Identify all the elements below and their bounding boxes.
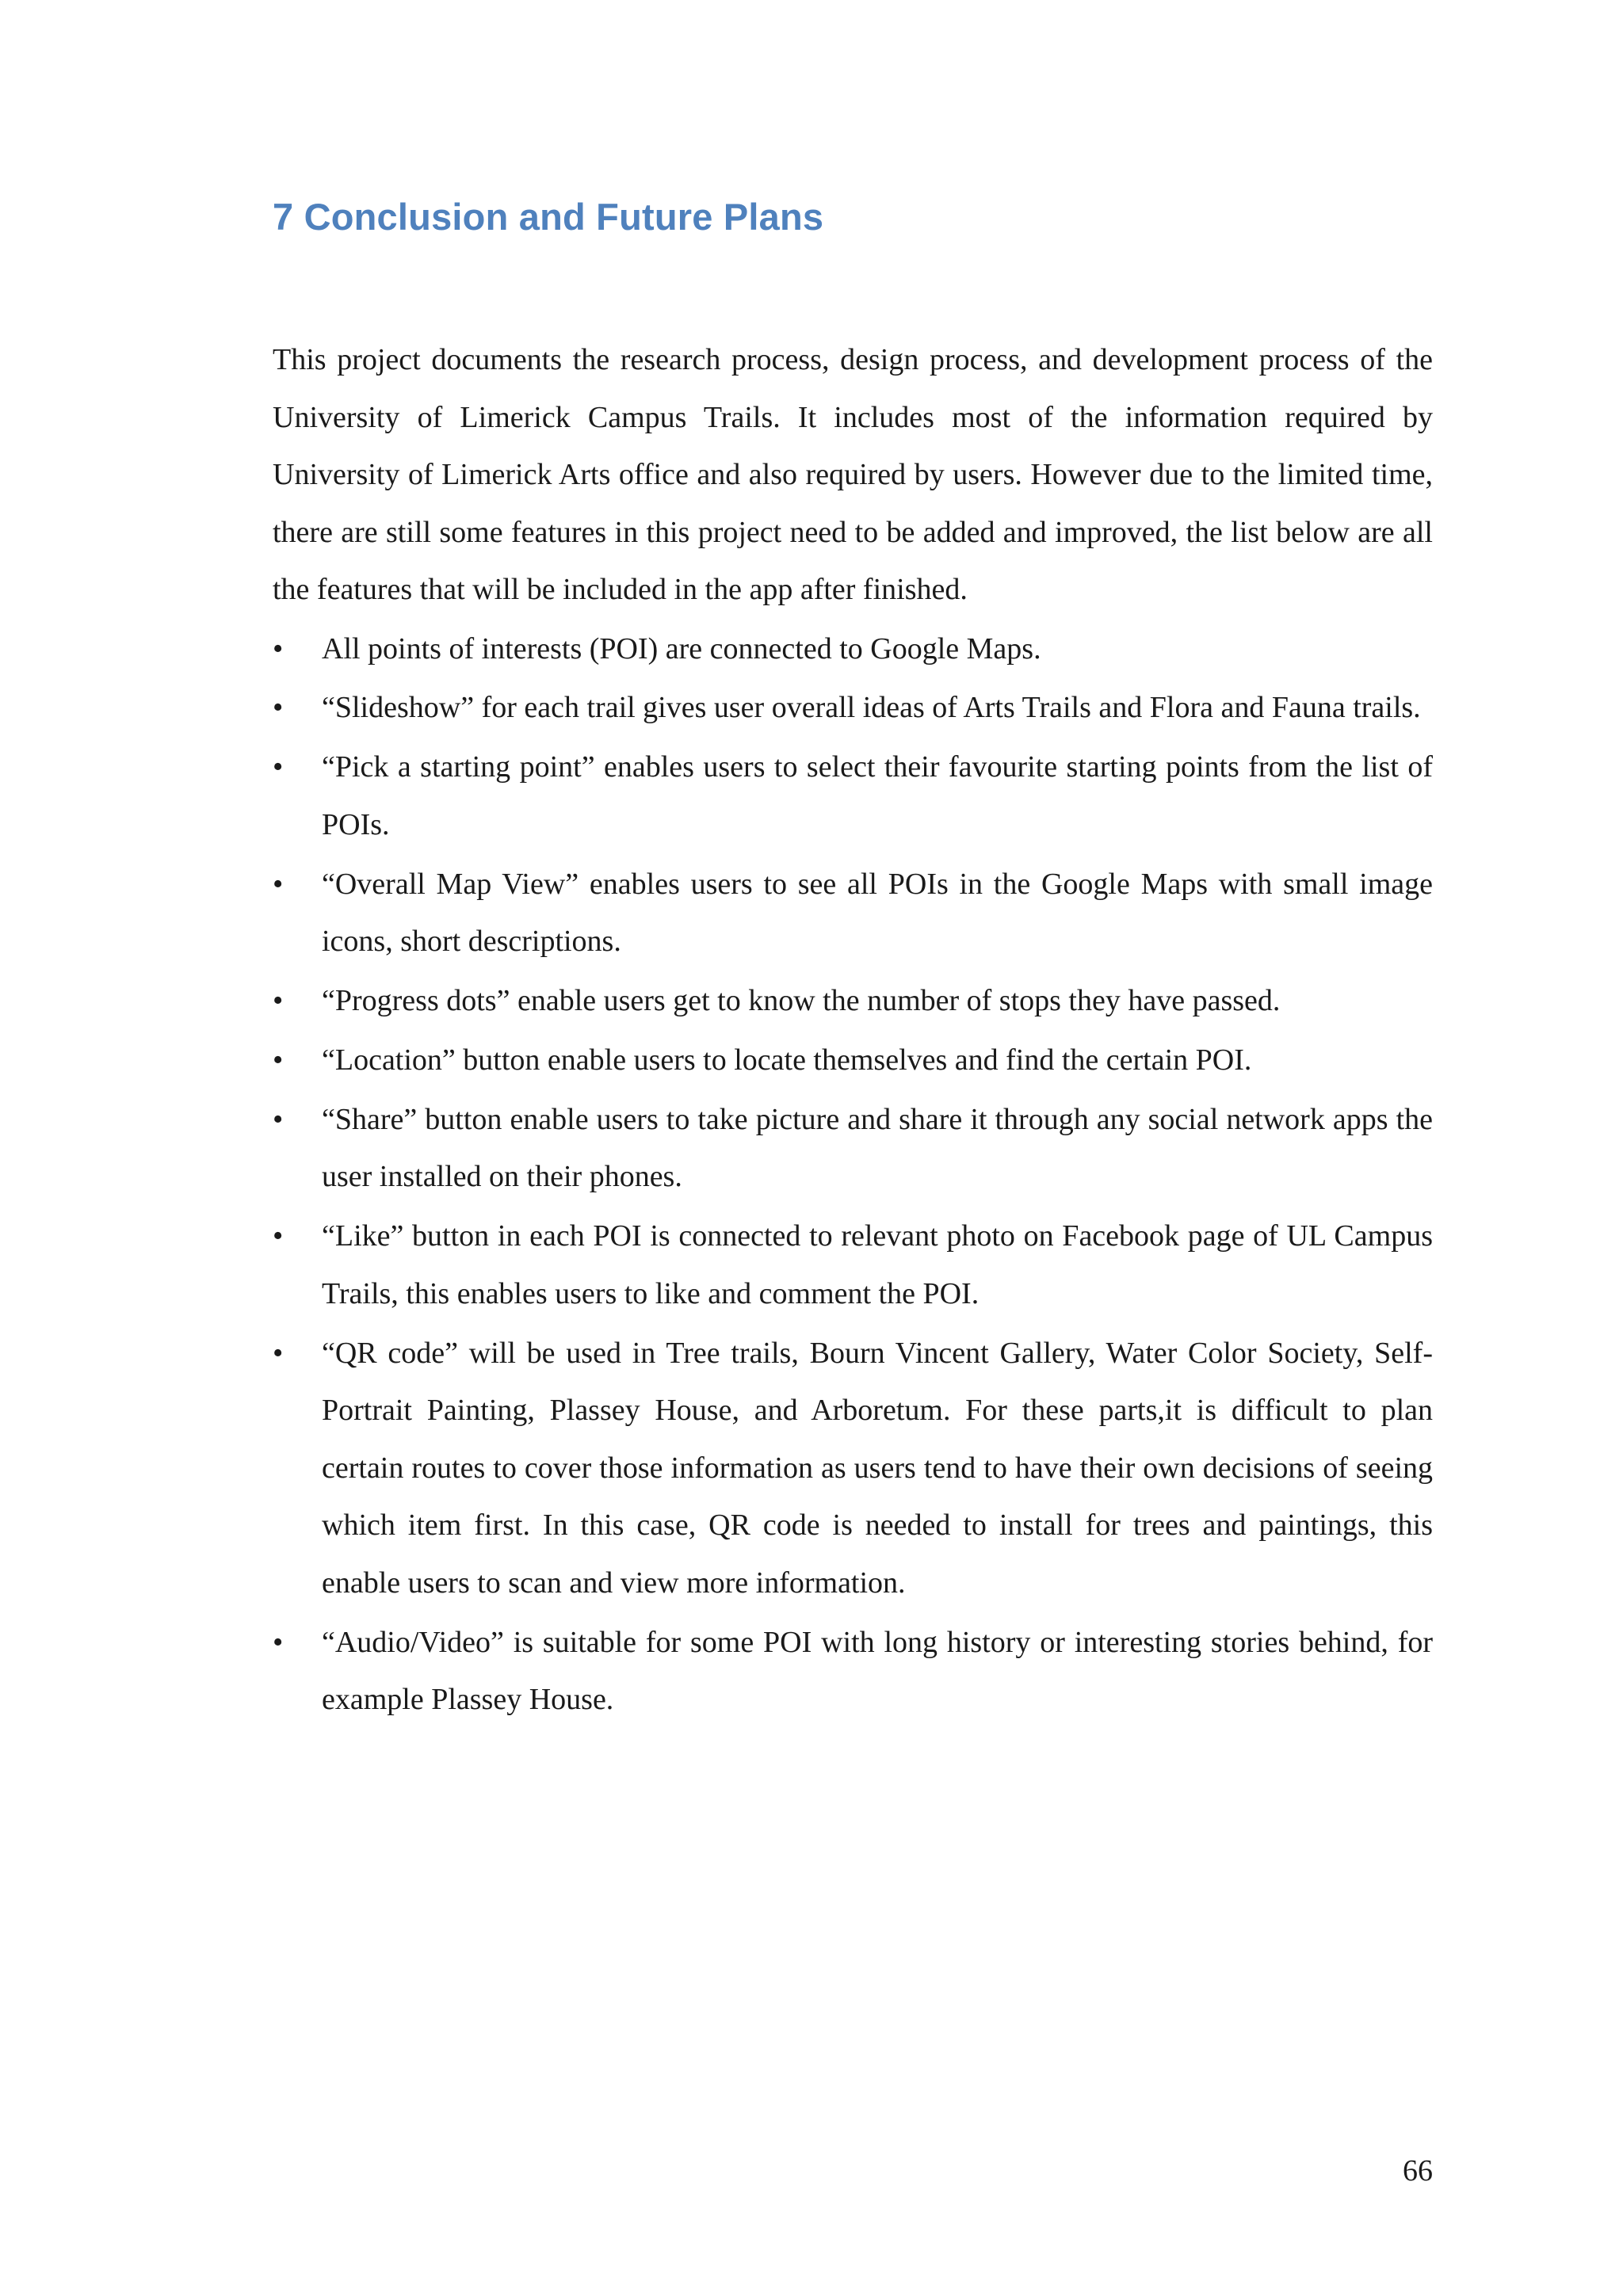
- list-item-text: “Share” button enable users to take picture and share it through any social network apps the user installed on their phones.: [322, 1102, 1433, 1194]
- section-heading: 7 Conclusion and Future Plans: [273, 196, 824, 238]
- page-number: 66: [1403, 2154, 1433, 2187]
- list-item: [273, 1032, 1433, 1089]
- list-item: [273, 1091, 1433, 1206]
- list-item-text: “Pick a starting point” enables users to select their favourite starting points from the list of POIs.: [322, 750, 1433, 841]
- list-item: [273, 679, 1433, 737]
- list-item: [273, 738, 1433, 853]
- bullet-icon: •: [273, 691, 284, 725]
- list-item: [273, 620, 1433, 678]
- section-body: [273, 331, 1433, 1729]
- bullet-icon: •: [273, 867, 284, 901]
- bullet-icon: •: [273, 631, 284, 666]
- bullet-icon: •: [273, 750, 284, 784]
- list-item-text: “Location” button enable users to locate themselves and find the certain POI.: [322, 1043, 1252, 1077]
- bullet-icon: •: [273, 1102, 284, 1136]
- list-item-text: “Like” button in each POI is connected to relevant photo on Facebook page of UL Campus Trails, this enables users to like and comment the POI.: [322, 1219, 1433, 1310]
- feature-list: [273, 620, 1433, 1729]
- bullet-icon: •: [273, 984, 284, 1018]
- list-item-text: “QR code” will be used in Tree trails, Bourn Vincent Gallery, Water Color Society, Self-Portrait Painting, Plassey House, and Arboretum. For these parts,it is difficult to plan certain routes to cover those information as users tend to have their own decisions of seeing which item first. In this case, QR code is needed to install for trees and paintings, this enable users to scan and view more information.: [322, 1336, 1433, 1600]
- list-item-text: “Audio/Video” is suitable for some POI with long history or interesting stories behind, for example Plassey House.: [322, 1625, 1433, 1717]
- list-item: [273, 856, 1433, 971]
- list-item: [273, 972, 1433, 1030]
- list-item-text: “Slideshow” for each trail gives user overall ideas of Arts Trails and Flora and Fauna trails.: [322, 691, 1421, 725]
- bullet-icon: •: [273, 1625, 284, 1659]
- bullet-icon: •: [273, 1219, 284, 1253]
- list-item: [273, 1207, 1433, 1322]
- bullet-icon: •: [273, 1043, 284, 1077]
- list-item: [273, 1325, 1433, 1612]
- list-item: [273, 1614, 1433, 1729]
- list-item-text: All points of interests (POI) are connected to Google Maps.: [322, 631, 1041, 666]
- intro-paragraph: This project documents the research process, design process, and development process of the University of Limerick Campus Trails. It includes most of the information required by University of Limerick Arts office and also required by users. However due to the limited time, there are still some features in this project need to be added and improved, the list below are all the features that will be included in the app after finished.: [273, 343, 1433, 606]
- list-item-text: “Overall Map View” enables users to see all POIs in the Google Maps with small image icons, short descriptions.: [322, 867, 1433, 959]
- bullet-icon: •: [273, 1336, 284, 1370]
- list-item-text: “Progress dots” enable users get to know the number of stops they have passed.: [322, 984, 1281, 1018]
